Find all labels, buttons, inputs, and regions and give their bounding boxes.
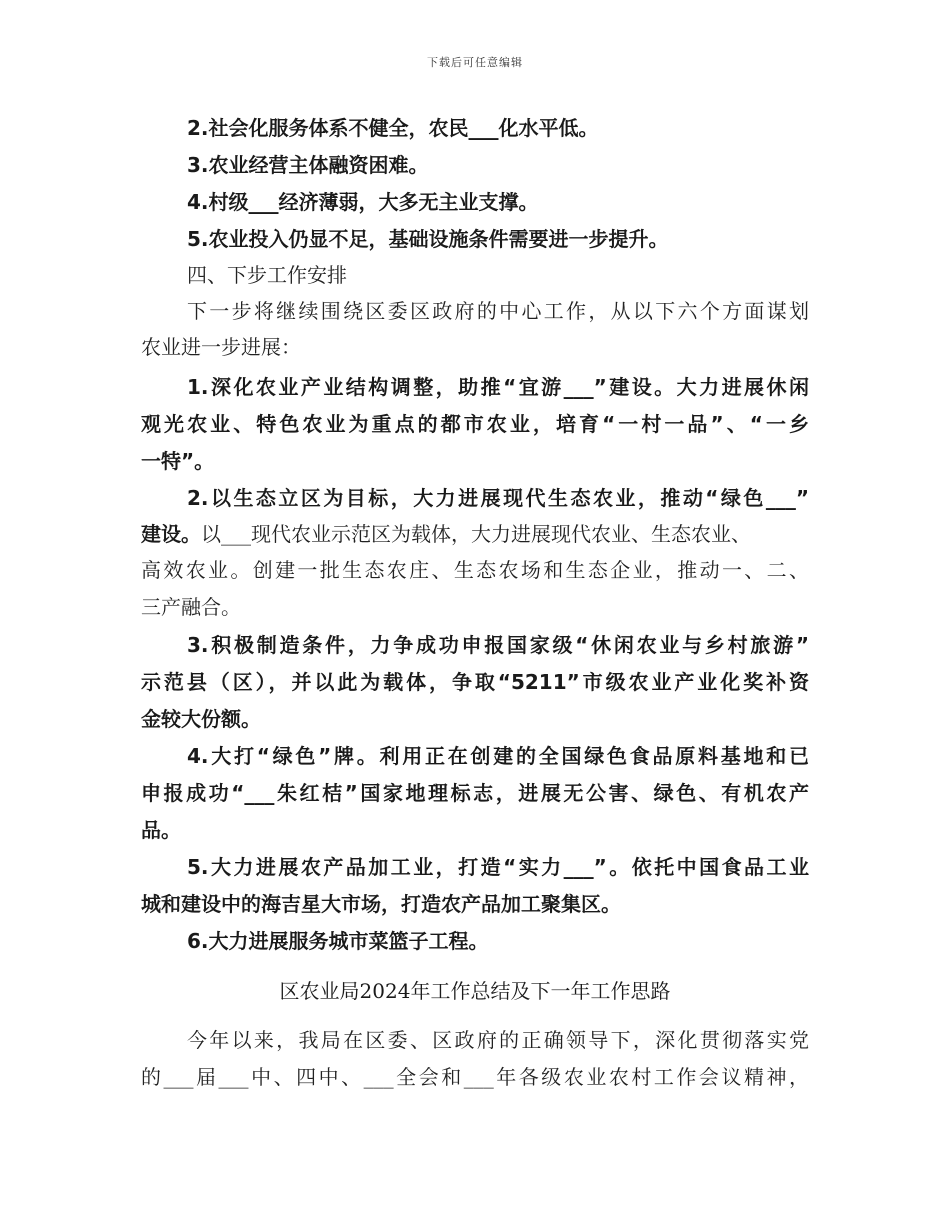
text-line: 5.大力进展农产品加工业，打造“实力___”。依托中国食品工业 [187,855,809,879]
text-line: 申报成功“___朱红桔”国家地理标志，进展无公害、绿色、有机农产 [141,781,809,805]
text-line: 5.农业投入仍显不足，基础设施条件需要进一步提升。 [187,227,669,251]
text-line: 观光农业、特色农业为重点的都市农业，培育“一村一品”、“一乡 [141,412,809,436]
text-line: 下一步将继续围绕区委区政府的中心工作，从以下六个方面谋划 [187,299,809,323]
text-line: 三产融合。 [141,595,241,619]
text-line: 农业进一步进展： [141,335,301,359]
text-line: 城和建设中的海吉星大市场，打造农产品加工聚集区。 [141,892,621,916]
section-heading: 四、下步工作安排 [187,263,347,287]
text-span: 建设。 [141,522,201,546]
section-title: 区农业局2024年工作总结及下一年工作思路 [279,979,671,1003]
text-line: 4.村级___经济薄弱，大多无主业支撑。 [187,190,539,214]
text-line: 3.农业经营主体融资困难。 [187,153,429,177]
text-line: 4.大打“绿色”牌。利用正在创建的全国绿色食品原料基地和已 [187,744,809,768]
text-line: 高效农业。创建一批生态农庄、生态农场和生态企业，推动一、二、 [141,558,809,582]
text-line: 今年以来，我局在区委、区政府的正确领导下，深化贯彻落实党 [187,1028,809,1052]
text-span: 以___现代农业示范区为载体，大力进展现代农业、生态农业、 [201,522,751,546]
text-line: 3.积极制造条件，力争成功申报国家级“休闲农业与乡村旅游” [187,633,809,657]
text-line: 示范县（区），并以此为载体，争取“5211”市级农业产业化奖补资 [141,670,809,694]
text-line: 品。 [141,818,181,842]
text-line: 1.深化农业产业结构调整，助推“宜游___”建设。大力进展休闲 [187,375,809,399]
text-line: 2.社会化服务体系不健全，农民___化水平低。 [187,116,599,140]
text-line: 一特”。 [141,449,215,473]
text-line: 6.大力进展服务城市菜篮子工程。 [187,929,489,953]
text-line: 金较大份额。 [141,707,261,731]
text-line: 的___届___中、四中、___全会和___年各级农业农村工作会议精神， [141,1065,809,1089]
page-header: 下载后可任意编辑 [427,56,523,69]
text-line: 2.以生态立区为目标，大力进展现代生态农业，推动“绿色___” [187,486,809,510]
text-line [141,521,809,547]
